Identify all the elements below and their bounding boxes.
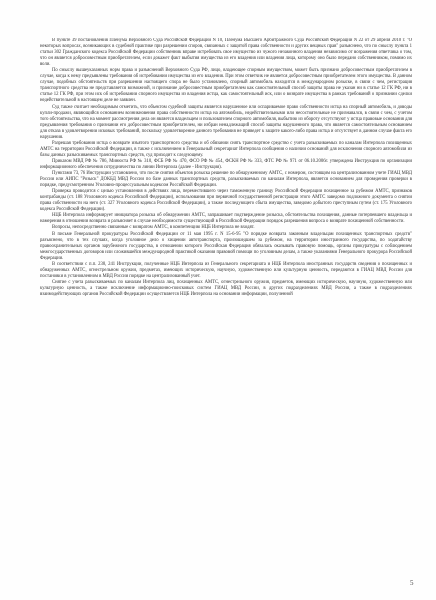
paragraph: Приказом МВД РФ № 786, Минюста РФ № 310, ФСБ РФ № 470, ФСО РФ № 454, ФСКН РФ № 333, ФТС РФ № 971 от 06.10.2006г. утверждена Инструкция по организации информационного обеспечения сотрудничества по линии Интерпола (далее - Инструкция).	[40, 158, 412, 170]
paragraph: НЦБ Интерпола информирует инициатора розыска об обнаружении АМТС, запрашивает подтверждение розыска, обстоятельства похищения, данные потерпевшего владельца и намерения в отношении возврата и разъясняет в случае необходимости существующий в Российской Федерации порядок разрешения вопроса о возврате похищенной собственности.	[40, 213, 412, 225]
paragraph: Суд также считает необходимым отметить, что объектом судебной защиты является нарушенное или оспариваемое право собственности истца на спорный автомобиль, и доводы купли-продажи, являющийся основанием возникновения права собственности истца на автомобиль, недействительными или несостоятельные не признавался, в связи с чем, с учетом того обстоятельства, что на момент рассмотрения дела он является владельцем и пользователем спорного автомобиля, выбытию из обороту отсутствуют у истца правовые основания для предъявления требования о признании его добросовестным приобретателем, ни избран ненадлежащий способ защиты нарушенного права, что является самостоятельным основанием для отказа в удовлетворении исковых требований, поскольку удовлетворение данного требования не приведет к защите какого-либо права истца и отсутствует в данном случае факта его нарушения.	[40, 104, 412, 140]
document-body	[40, 38, 412, 568]
paragraph: Разрешая требования истца о возврате изъятого транспортного средства и об обязании снять транспортное средство с учета разыскиваемых по каналам Интерпола похищенных АМТС на территории Российской Федерации, в также с исключением в Генеральный секретариат Интерпола сообщения о наличии оснований для исключения спорного автомобиля из базы данных разыскиваемых транспортных средств, суд приходит к следующему.	[40, 140, 412, 158]
page-number: 5	[410, 579, 414, 587]
paragraph: Проверка проводится с целью установления в действиях лица, переместившего через таможенную границу Российской Федерации похищенное за рубежом АМТС, признаков контрабанды (ст. 188 Уголовного кодекса Российской Федерации), использования при первичной государственной регистрации этого АМТС заведомо подложного документа о снятии права собственности на него (ст. 327 Уголовного кодекса Российской Федерации), а также последующего сбыта имущества, заведомо добытого преступным путем (ст. 175 Уголовного кодекса Российской Федерации).	[40, 189, 412, 213]
paragraph: Пунктами 73, 76 Инструкции установлено, что после снятия объектов розыска решение по обнаруженному АМТС, с номером, состоящим на централизованном учете ГИАЦ МВД России или АИПС "Розыск" ДОКБД МВД России по базе данных транспортных средств, разыскиваемых по каналам Интерпола, является основанием для проведения проверки в порядке, предусмотренном Уголовно-процессуальным кодексом Российской Федерации.	[40, 171, 412, 189]
paragraph: По смыслу вышеуказанных норм права и разъяснений Верховного Суда РФ, лицо, владеющее спорным имуществом, может быть признано добросовестным приобретателем в случае, когда к нему предъявлены требования об истребовании имущества из его владения. При этом ответчик не является добросовестным приобретателем этого имущества. В данном случае, подобных обстоятельств при разрешении настоящего спора не было установлено, спорный автомобиль находится в международном розыске, в связи с чем, регистрация транспортного средства не представляется возможной, и признание добросовестным приобретателем как самостоятельный способ защиты права не указан ни в статье 12 ГК РФ, ни в статье 12 ГК РФ, при этом иск об истребовании спорного имущества из владения истца, как самостоятельный иск, или о возврате имущества в рамках требований о признании сделки недействительной в настоящем деле не заявлен.	[40, 68, 412, 104]
paragraph: В соответствии с п.п. 238, 241 Инструкции, полученные НЦБ Интерпола из Генерального секретариата и НЦБ Интерпола иностранных государств сведения о похищенных и обнаруженных АМТС, огнестрельном оружии, предметах, имеющих историческую, научную, художественную или культурную ценность, передаются в ГИАЦ МВД России для постановки в установленном в МВД России порядке на централизованный учет.	[40, 261, 412, 279]
paragraph: В пункте 39 постановления Пленума Верховного Суда Российской Федерации N 10, Пленума Высшего Арбитражного Суда Российской Федерации N 22 от 29 апреля 2010 г. "О некоторых вопросах, возникающих в судебной практике при разрешении споров, связанных с защитой права собственности и других вещных прав" разъяснено, что по смыслу пункта 1 статьи 302 Гражданского кодекса Российской Федерации собственник вправе истребовать свое имущество из чужого незаконного владения независимо от возражения ответчика о том, что он является добросовестным приобретателем, если докажет факт выбытия имущества из его владения или владения лица, которому оно было передано собственником, помимо их воли.	[40, 38, 412, 68]
paragraph: Снятие с учета разыскиваемых по каналам Интерпола лиц, похищенных АМТС, огнестрельного оружия, предметов, имеющих историческую, научную, художественную или культурную ценность, а также исключение информационно-поисковых систем ГИАЦ МВД России, в других подразделениях МВД России, а также в подразделениях взаимодействующих органов Российской Федерации осуществляется НЦБ Интерпола на основании информации, полученной	[40, 279, 412, 297]
paragraph: В письме Генеральной прокуратуры Российской Федерации от 11 мая 1995 г. N 15-6-95 "О порядке возврата законным владельцам похищенных транспортных средств" разъяснено, что в тех случаях, когда уголовное дело о хищении автотранспорта, произошедшем за рубежом, на территории иностранного государства, по ходатайству правоохранительных органов зарубежного государства, в отношении которого Российская Федерация обязалась оказывать правовую помощь, органы прокуратуры с соблюдением межгосударственных договоров или сложившейся международной практикой оказания правовой помощи по уголовным делам, а также указаниями Генерального прокурора Российской Федерации.	[40, 231, 412, 261]
paragraph: Вопросы, непосредственно связанные с возвратом АМТС, в компетенцию НЦБ Интерпола не входят.	[52, 225, 255, 231]
